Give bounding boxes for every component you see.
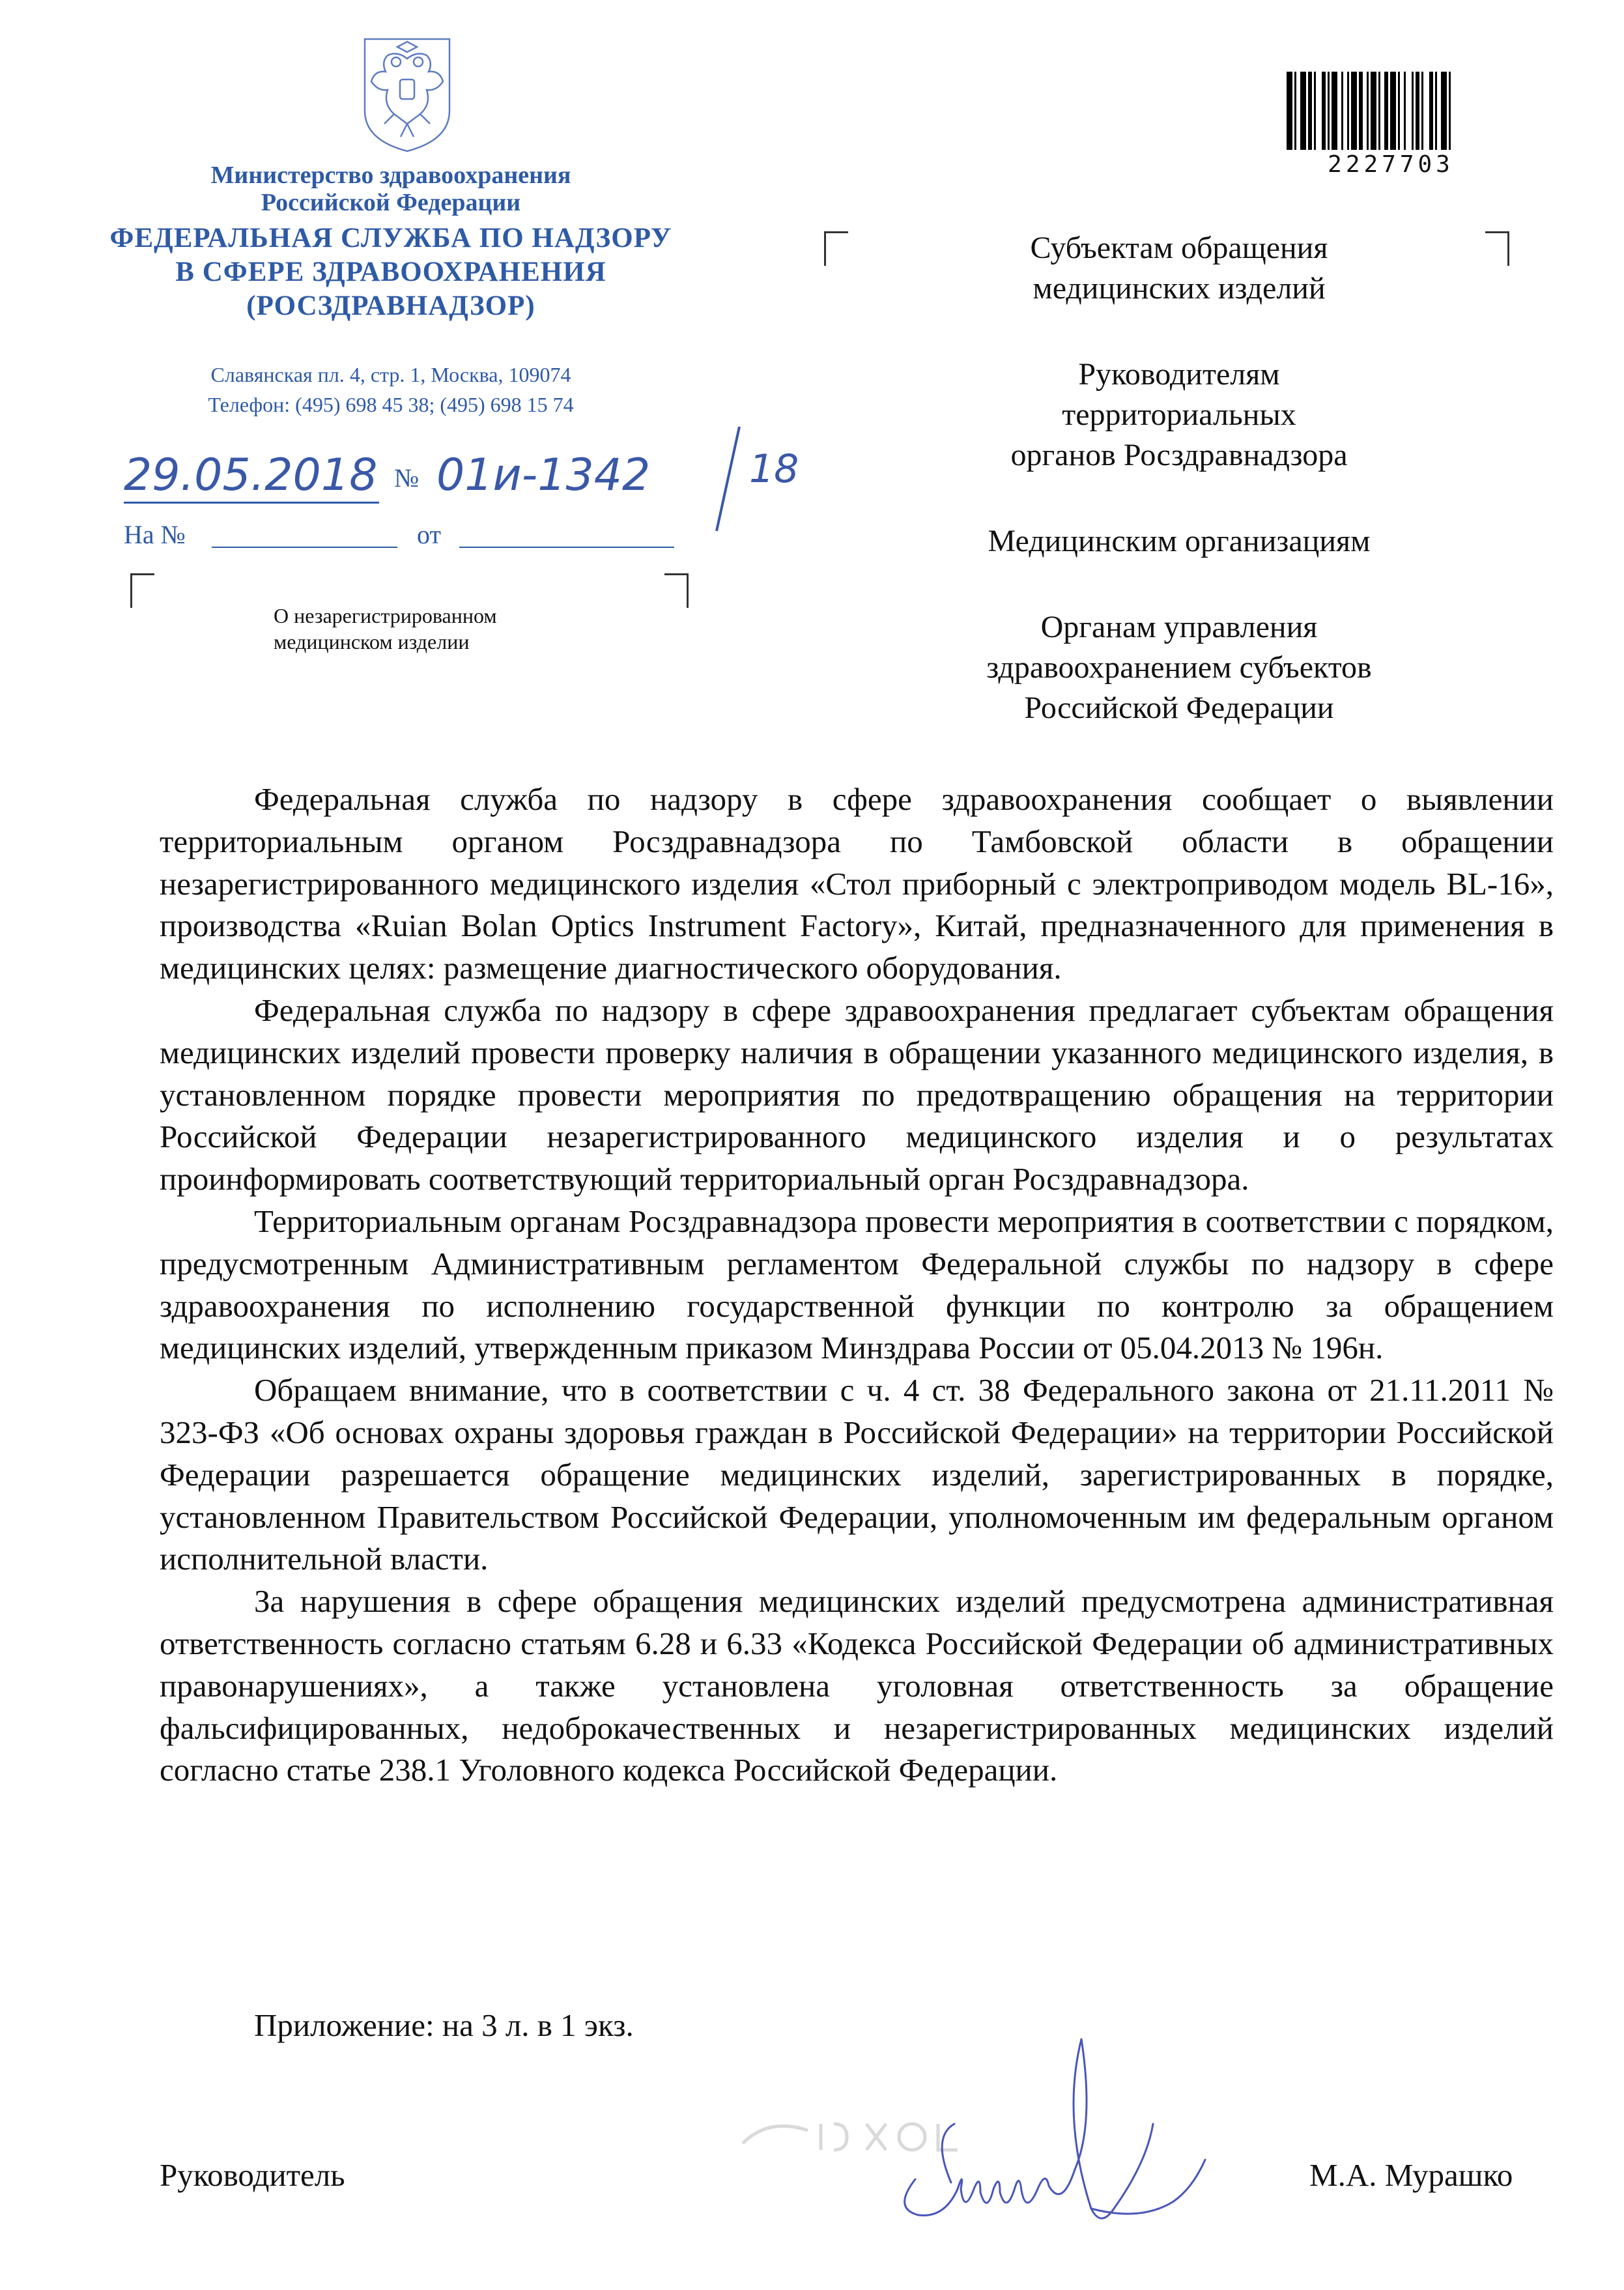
- barcode-bar: [1435, 72, 1437, 150]
- barcode-bar: [1328, 72, 1330, 150]
- subject-line-2: медицинском изделии: [274, 630, 470, 653]
- handwritten-signature-icon: [866, 2020, 1231, 2235]
- na-label: На №: [124, 520, 186, 549]
- addressee-gap: [899, 567, 1459, 607]
- addressee-group: [899, 228, 1459, 309]
- addressee-line: Органам управления: [1040, 610, 1318, 644]
- signer-name: М.А. Мурашко: [1309, 2157, 1513, 2193]
- service-line-3: (РОСЗДРАВНАДЗОР): [246, 291, 535, 321]
- barcode-bar: [1384, 72, 1388, 150]
- registration-number: 01и-1342: [436, 450, 651, 501]
- barcode-bar: [1347, 72, 1349, 150]
- bracket-addressee-left: [824, 231, 848, 266]
- body-paragraph: Федеральная служба по надзору в сфере здравоохранения сообщает о выявлении территориальным органом Росздравнадзора по Тамбовской области в обращении незарегистрированного медицинского изделия «Стол приборный с электроприводом модель BL-16», производства «Ruian Bolan Optics Instrument Factory», Китай, предназначенного для применения в медицинских целях: размещение диагностического оборудования.: [160, 781, 1554, 986]
- date-underline: [124, 502, 379, 504]
- signer-title: Руководитель: [160, 2157, 345, 2193]
- addressee-group: [899, 354, 1459, 476]
- addressee-gap: [899, 314, 1459, 354]
- contact-block: [130, 360, 651, 420]
- body-paragraph: Территориальным органам Росздравнадзора провести мероприятия в соответствии с порядком, предусмотренным Административным регламентом Федеральной службы по надзору в сфере здравоохранения по исполнению государственной функции по контролю за обращением медицинских изделий, утвержденным приказом Минздрава России от 05.04.2013 № 196н.: [160, 1203, 1554, 1366]
- state-emblem-icon: [352, 33, 463, 156]
- subject-line-1: О незарегистрированном: [274, 604, 497, 627]
- reference-line: [124, 519, 710, 558]
- barcode-bar: [1416, 72, 1419, 150]
- bracket-top-right: [664, 573, 689, 608]
- na-blank: [212, 547, 397, 548]
- attachment-note: Приложение: на 3 л. в 1 экз.: [254, 2007, 634, 2043]
- addressee-line: Руководителям: [1078, 357, 1280, 392]
- ministry-name: [156, 162, 625, 216]
- ministry-line-2: Российской Федерации: [261, 189, 521, 216]
- barcode-bar: [1412, 72, 1414, 150]
- barcode-bar: [1449, 72, 1451, 150]
- barcode-bar: [1359, 72, 1363, 150]
- registration-line: [124, 446, 799, 515]
- barcode-bar: [1332, 72, 1337, 150]
- addressee-line: Медицинским организациям: [988, 524, 1371, 558]
- body-paragraph: Обращаем внимание, что в соответствии с ч. 4 ст. 38 Федерального закона от 21.11.2011 № 323-ФЗ «Об основах охраны здоровья граждан в Российской Федерации» на территории Российской Федерации разрешается обращение медицинских изделий, зарегистрированных в порядке, установленном Правительством Российской Федерации, уполномоченным им федеральным органом исполнительной власти.: [160, 1372, 1554, 1577]
- barcode-icon: [1287, 72, 1495, 156]
- addressee-gap: [899, 481, 1459, 521]
- body-paragraph: Федеральная служба по надзору в сфере здравоохранения предлагает субъектам обращения медицинских изделий провести проверку наличия в обращении указанного медицинского изделия, в установленном порядке провести мероприятия по предотвращению обращения на территории Российской Федерации незарегистрированного медицинского изделия и о результатах проинформировать соответствующий территориальный орган Росздравнадзора.: [160, 992, 1554, 1197]
- barcode-number: 2227703: [1328, 151, 1454, 178]
- bracket-addressee-right: [1485, 231, 1509, 266]
- addressee-group: [899, 521, 1459, 562]
- ot-label: от: [417, 520, 441, 549]
- barcode-bar: [1441, 72, 1447, 150]
- barcode-bar: [1341, 72, 1343, 150]
- barcode-bar: [1367, 72, 1369, 150]
- barcode-bar: [1322, 72, 1326, 150]
- address: Славянская пл. 4, стр. 1, Москва, 109074: [210, 363, 571, 386]
- body-paragraph: За нарушения в сфере обращения медицинских изделий предусмотрена административная ответственность согласно статьям 6.28 и 6.33 «Кодекса Российской Федерации об административных правонарушениях», а также установлена уголовная ответственность за обращение фальсифицированных, недоброкачественных и незарегистрированных медицинских изделий согласно статье 238.1 Уголовного кодекса Российской Федерации.: [160, 1583, 1554, 1788]
- phone: Телефон: (495) 698 45 38; (495) 698 15 74: [208, 393, 574, 416]
- barcode-bar: [1429, 72, 1433, 150]
- slash-mark: [707, 423, 746, 534]
- ot-blank: [459, 547, 674, 548]
- barcode-bar: [1287, 72, 1292, 150]
- barcode-bar: [1351, 72, 1357, 150]
- addressee-line: органов Росздравнадзора: [1010, 438, 1348, 472]
- barcode-bar: [1308, 72, 1312, 150]
- barcode-bar: [1371, 72, 1376, 150]
- addressee-group: [899, 607, 1459, 728]
- subject-line: [274, 603, 625, 655]
- barcode-bar: [1404, 72, 1406, 150]
- barcode-bar: [1378, 72, 1380, 150]
- letter-body: [160, 779, 1554, 1792]
- addressee-line: Российской Федерации: [1024, 691, 1334, 725]
- service-line-1: ФЕДЕРАЛЬНАЯ СЛУЖБА ПО НАДЗОРУ: [109, 223, 672, 253]
- barcode-bar: [1314, 72, 1316, 150]
- bracket-top-left: [130, 573, 154, 608]
- registration-date: 29.05.2018: [124, 450, 378, 501]
- service-line-2: В СФЕРЕ ЗДРАВООХРАНЕНИЯ: [175, 257, 606, 287]
- barcode-bar: [1294, 72, 1296, 150]
- service-name: [91, 222, 691, 323]
- barcode-bar: [1421, 72, 1423, 150]
- registration-year: 18: [749, 446, 799, 492]
- barcode-bar: [1390, 72, 1396, 150]
- addressee-list: [899, 228, 1459, 734]
- addressee-line: медицинских изделий: [1033, 271, 1326, 306]
- barcode-bar: [1300, 72, 1306, 150]
- addressee-line: территориальных: [1062, 397, 1296, 432]
- ministry-line-1: Министерство здравоохранения: [210, 162, 571, 189]
- barcode-bar: [1398, 72, 1400, 150]
- addressee-line: Субъектам обращения: [1030, 231, 1328, 265]
- number-sign: №: [394, 463, 420, 493]
- addressee-line: здравоохранением субъектов: [986, 650, 1372, 685]
